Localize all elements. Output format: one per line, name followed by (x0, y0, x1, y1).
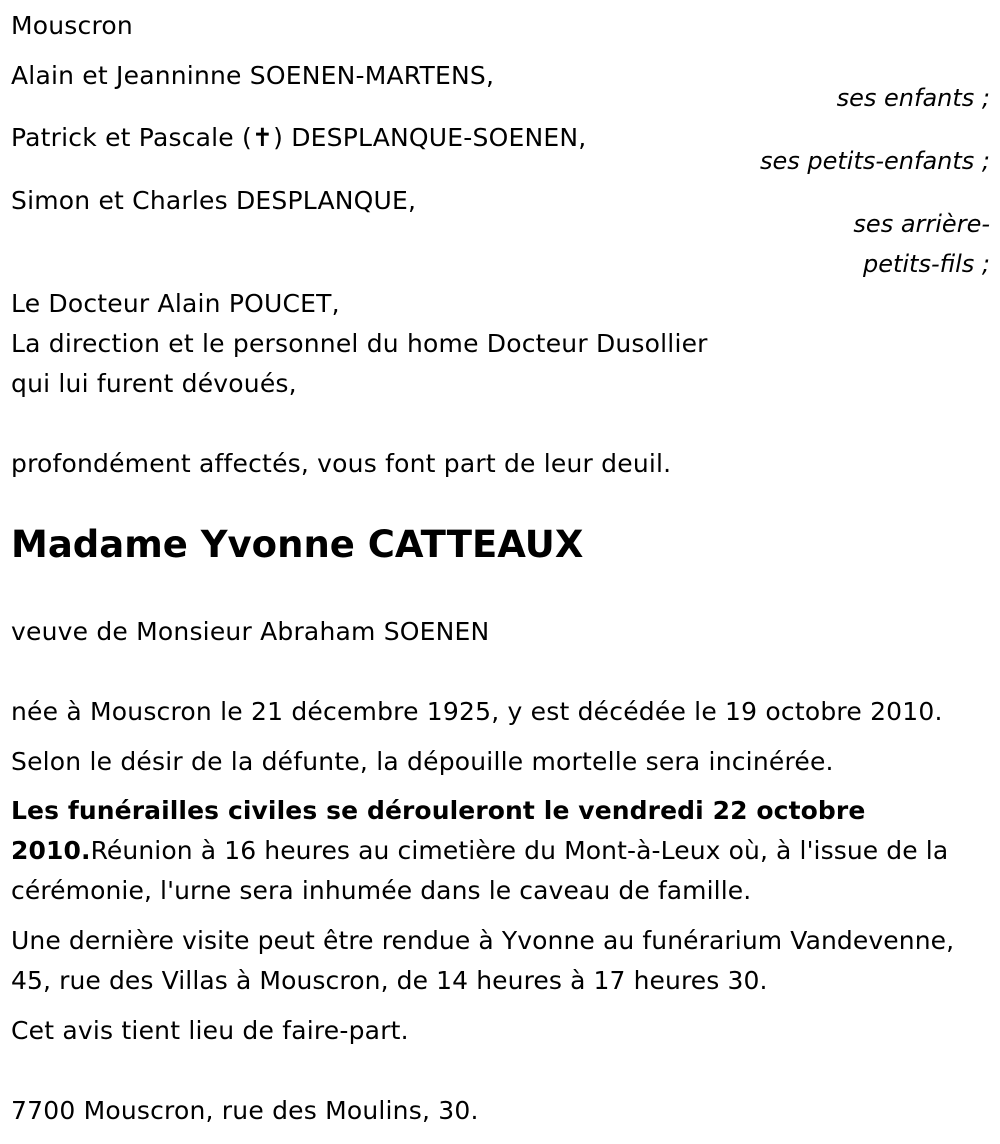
other-mourner-home-staff: La direction et le personnel du home Docteur Dusollier (11, 329, 708, 358)
city-header: Mouscron (11, 11, 133, 40)
visit-paragraph: Une dernière visite peut être rendue à Yvonne au funérarium Vandevenne, 45, rue des Villas à Mouscron, de 14 heures à 17 heures 30. (11, 926, 955, 995)
family-children-names: Alain et Jeanninne SOENEN-MARTENS, (11, 61, 495, 90)
funeral-details: Réunion à 16 heures au cimetière du Mont-à-Leux où, à l'issue de la cérémonie, l'urne sera inhumée dans le caveau de famille. (11, 836, 949, 905)
announcement-text: profondément affectés, vous font part de leur deuil. (11, 449, 672, 478)
address-line: 7700 Mouscron, rue des Moulins, 30. (11, 1096, 479, 1125)
funeral-date-bold: Les funérailles civiles se dérouleront le vendredi 22 octobre 2010. (11, 796, 866, 865)
deceased-name: Madame Yvonne CATTEAUX (11, 523, 584, 566)
other-mourner-note: qui lui furent dévoués, (11, 369, 297, 398)
birth-death-line: née à Mouscron le 21 décembre 1925, y est décédée le 19 octobre 2010. (11, 697, 943, 726)
other-mourner-doctor: Le Docteur Alain POUCET, (11, 289, 340, 318)
family-greatgrandchildren-relation-line1: ses arrière- (853, 210, 990, 238)
notice-line: Cet avis tient lieu de faire-part. (11, 1016, 409, 1045)
family-greatgrandchildren-names: Simon et Charles DESPLANQUE, (11, 186, 417, 215)
family-grandchildren-names: Patrick et Pascale (✝) DESPLANQUE-SOENEN, (11, 123, 587, 152)
funeral-paragraph (11, 791, 996, 911)
spouse-line: veuve de Monsieur Abraham SOENEN (11, 617, 490, 646)
cremation-line: Selon le désir de la défunte, la dépouille mortelle sera incinérée. (11, 747, 834, 776)
family-grandchildren-relation: ses petits-enfants ; (759, 147, 990, 175)
family-children-relation: ses enfants ; (836, 84, 990, 112)
family-greatgrandchildren-relation-line2: petits-fils ; (862, 250, 990, 278)
